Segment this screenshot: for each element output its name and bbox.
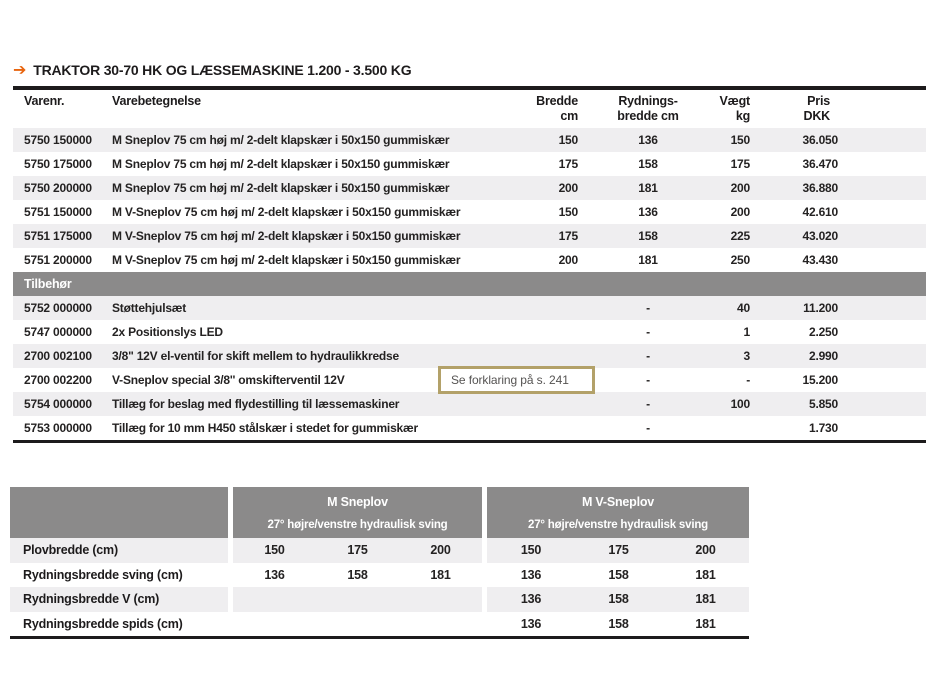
- spacer-cell: [838, 296, 926, 320]
- rydningsbredde-cell: 136: [638, 205, 658, 219]
- spec-value-cell: [316, 612, 399, 637]
- bredde-cell: 200: [558, 253, 578, 267]
- table-row: [13, 200, 926, 224]
- rydningsbredde-cell: -: [578, 296, 688, 320]
- section-title-row: [13, 62, 411, 78]
- varenr-cell: 5753 000000: [24, 421, 92, 435]
- vaegt-cell: -: [746, 373, 750, 387]
- name-cell: 2x Positionslys LED: [112, 325, 223, 339]
- spec-value-cell: 158: [608, 616, 629, 631]
- spec-group-name: M Sneplov: [327, 494, 388, 509]
- price-table-body: [13, 128, 926, 442]
- name-cell: M Sneplov 75 cm høj m/ 2-delt klapskær i 50x150 gummiskær: [112, 157, 450, 171]
- name-cell: Tillæg for beslag med flydestilling til læssemaskiner: [112, 392, 530, 416]
- spec-group-m-sneplov: [233, 487, 482, 538]
- rydningsbredde-cell: 181: [578, 176, 688, 200]
- spec-row-label: Rydningsbredde sving (cm): [23, 567, 183, 582]
- spec-value-cell: 181: [430, 567, 451, 582]
- vaegt-cell: 250: [730, 253, 750, 267]
- vaegt-cell: 175: [730, 157, 750, 171]
- varenr-cell: 5754 000000: [13, 392, 112, 416]
- vaegt-cell: 100: [688, 392, 750, 416]
- table-row: [13, 392, 926, 416]
- table-row: [13, 248, 926, 272]
- section-header-row: [13, 272, 926, 296]
- bredde-cell: [530, 392, 578, 416]
- col-header-name: Varebetegnelse: [112, 94, 201, 108]
- spec-value-cell: 158: [347, 567, 368, 582]
- spec-table: [10, 487, 749, 639]
- vaegt-cell: 3: [688, 344, 750, 368]
- spec-value-cell: 136: [520, 567, 542, 582]
- varenr-cell: 5747 000000: [24, 325, 92, 339]
- table-row: [13, 152, 926, 176]
- spec-corner-cell: [10, 487, 228, 538]
- pris-cell: 36.050: [750, 128, 838, 152]
- bredde-cell: [530, 320, 578, 344]
- col-header-spacer: [838, 88, 926, 128]
- spacer-cell: [838, 416, 926, 442]
- spec-group-subtitle: 27° højre/venstre hydraulisk sving: [528, 518, 708, 531]
- table-row: [13, 344, 926, 368]
- varenr-cell: 5750 175000: [24, 157, 92, 171]
- table-row: [13, 368, 926, 392]
- pris-cell: 15.200: [802, 373, 838, 387]
- rydningsbredde-cell: 136: [578, 128, 688, 152]
- vaegt-cell: 200: [730, 205, 750, 219]
- rydningsbredde-cell: -: [578, 392, 688, 416]
- name-cell: 3/8" 12V el-ventil for skift mellem to hydraulikkredse: [112, 344, 530, 368]
- spacer-cell: [838, 128, 926, 152]
- spec-row-label: Plovbredde (cm): [10, 538, 228, 563]
- name-cell: V-Sneplov special 3/8'' omskifterventil 12V Se forklaring på s. 241: [112, 368, 530, 392]
- pris-cell: 2.250: [808, 325, 838, 339]
- rydningsbredde-cell: 181: [638, 253, 658, 267]
- pris-cell: 2.990: [750, 344, 838, 368]
- arrow-icon: ➔: [13, 60, 27, 79]
- rydningsbredde-cell: 158: [638, 157, 658, 171]
- spec-value-cell: [399, 612, 482, 637]
- section-header-label: Tilbehør: [13, 272, 926, 296]
- varenr-cell: 5750 150000: [13, 128, 112, 152]
- spacer-cell: [838, 176, 926, 200]
- spec-group-subtitle: 27° højre/venstre hydraulisk sving: [267, 518, 448, 531]
- spec-value-cell: 158: [608, 567, 629, 582]
- bredde-cell: 150: [558, 205, 578, 219]
- rydningsbredde-cell: -: [646, 421, 650, 435]
- varenr-cell: 5752 000000: [13, 296, 112, 320]
- pris-cell: 11.200: [750, 296, 838, 320]
- table-row: [13, 128, 926, 152]
- col-header-vaegt: Vægt kg: [719, 94, 750, 123]
- spec-value-cell: 150: [233, 538, 316, 563]
- name-cell: M V-Sneplov 75 cm høj m/ 2-delt klapskær i 50x150 gummiskær: [112, 205, 461, 219]
- pris-cell: 36.880: [750, 176, 838, 200]
- rydningsbredde-cell: -: [578, 344, 688, 368]
- varenr-cell: 5751 175000: [13, 224, 112, 248]
- varenr-cell: 2700 002200: [24, 373, 92, 387]
- table-row: [13, 416, 926, 442]
- name-cell: Tillæg for 10 mm H450 stålskær i stedet for gummiskær: [112, 421, 418, 435]
- spec-value-cell: 158: [575, 587, 662, 612]
- bredde-cell: 175: [530, 224, 578, 248]
- bredde-cell: 200: [530, 176, 578, 200]
- spacer-cell: [838, 200, 926, 224]
- spec-value-cell: 200: [662, 538, 749, 563]
- bredde-cell: 175: [558, 157, 578, 171]
- spec-value-cell: 136: [520, 616, 542, 631]
- spec-value-cell: 200: [399, 538, 482, 563]
- vaegt-cell: 1: [743, 325, 750, 339]
- spec-value-cell: 175: [575, 538, 662, 563]
- spec-row-label: Rydningsbredde spids (cm): [23, 616, 183, 631]
- table-row: [13, 176, 926, 200]
- pris-cell: 43.020: [750, 224, 838, 248]
- spacer-cell: [838, 320, 926, 344]
- price-table-header: [13, 88, 926, 128]
- pris-cell: 43.430: [802, 253, 838, 267]
- col-header-bredde: Bredde cm: [536, 94, 578, 123]
- spacer-cell: [838, 248, 926, 272]
- spec-value-cell: 181: [695, 567, 716, 582]
- table-row: [13, 296, 926, 320]
- col-header-varenr: Varenr.: [24, 94, 65, 108]
- spec-value-cell: 181: [695, 616, 716, 631]
- varenr-cell: 5751 200000: [24, 253, 92, 267]
- spec-value-cell: 136: [487, 587, 575, 612]
- rydningsbredde-cell: 158: [578, 224, 688, 248]
- table-row: [13, 320, 926, 344]
- name-cell: M V-Sneplov 75 cm høj m/ 2-delt klapskær i 50x150 gummiskær: [112, 253, 461, 267]
- spec-value-cell: 181: [662, 587, 749, 612]
- page-title: TRAKTOR 30-70 HK OG LÆSSEMASKINE 1.200 - 3.500 KG: [33, 62, 412, 78]
- col-header-pris: Pris DKK: [803, 94, 830, 123]
- rydningsbredde-cell: -: [646, 373, 650, 387]
- col-header-rydningsbredde: Rydnings- bredde cm: [617, 94, 679, 123]
- note-box: Se forklaring på s. 241: [438, 366, 595, 394]
- pris-cell: 1.730: [808, 421, 838, 435]
- spacer-cell: [838, 392, 926, 416]
- spec-value-cell: [316, 587, 399, 612]
- vaegt-cell: 150: [688, 128, 750, 152]
- vaegt-cell: [688, 416, 750, 442]
- spacer-cell: [838, 368, 926, 392]
- name-cell: M Sneplov 75 cm høj m/ 2-delt klapskær i 50x150 gummiskær: [112, 128, 530, 152]
- varenr-cell: 5750 200000: [13, 176, 112, 200]
- name-cell: Støttehjulsæt: [112, 296, 530, 320]
- bredde-cell: [530, 344, 578, 368]
- name-cell: M Sneplov 75 cm høj m/ 2-delt klapskær i 50x150 gummiskær: [112, 176, 530, 200]
- bredde-cell: [530, 416, 578, 442]
- varenr-cell: 5751 150000: [24, 205, 92, 219]
- pris-cell: 42.610: [802, 205, 838, 219]
- spec-value-cell: 136: [264, 567, 285, 582]
- rydningsbredde-cell: -: [646, 325, 650, 339]
- pris-cell: 5.850: [750, 392, 838, 416]
- table-row: [13, 224, 926, 248]
- bredde-cell: 150: [530, 128, 578, 152]
- pris-cell: 36.470: [802, 157, 838, 171]
- spec-row-label: Rydningsbredde V (cm): [10, 587, 228, 612]
- name-cell: M V-Sneplov 75 cm høj m/ 2-delt klapskær i 50x150 gummiskær: [112, 224, 530, 248]
- spec-value-cell: [233, 612, 316, 637]
- vaegt-cell: 40: [688, 296, 750, 320]
- spec-value-cell: 150: [487, 538, 575, 563]
- price-table: [13, 86, 926, 443]
- varenr-cell: 2700 002100: [13, 344, 112, 368]
- spacer-cell: [838, 224, 926, 248]
- spacer-cell: [838, 344, 926, 368]
- spec-group-name: M V-Sneplov: [581, 494, 655, 509]
- vaegt-cell: 225: [688, 224, 750, 248]
- spec-value-cell: [399, 587, 482, 612]
- spec-value-cell: [233, 587, 316, 612]
- vaegt-cell: 200: [688, 176, 750, 200]
- bredde-cell: [530, 296, 578, 320]
- spacer-cell: [838, 152, 926, 176]
- spec-value-cell: 175: [316, 538, 399, 563]
- spec-group-m-v-sneplov: [487, 487, 749, 538]
